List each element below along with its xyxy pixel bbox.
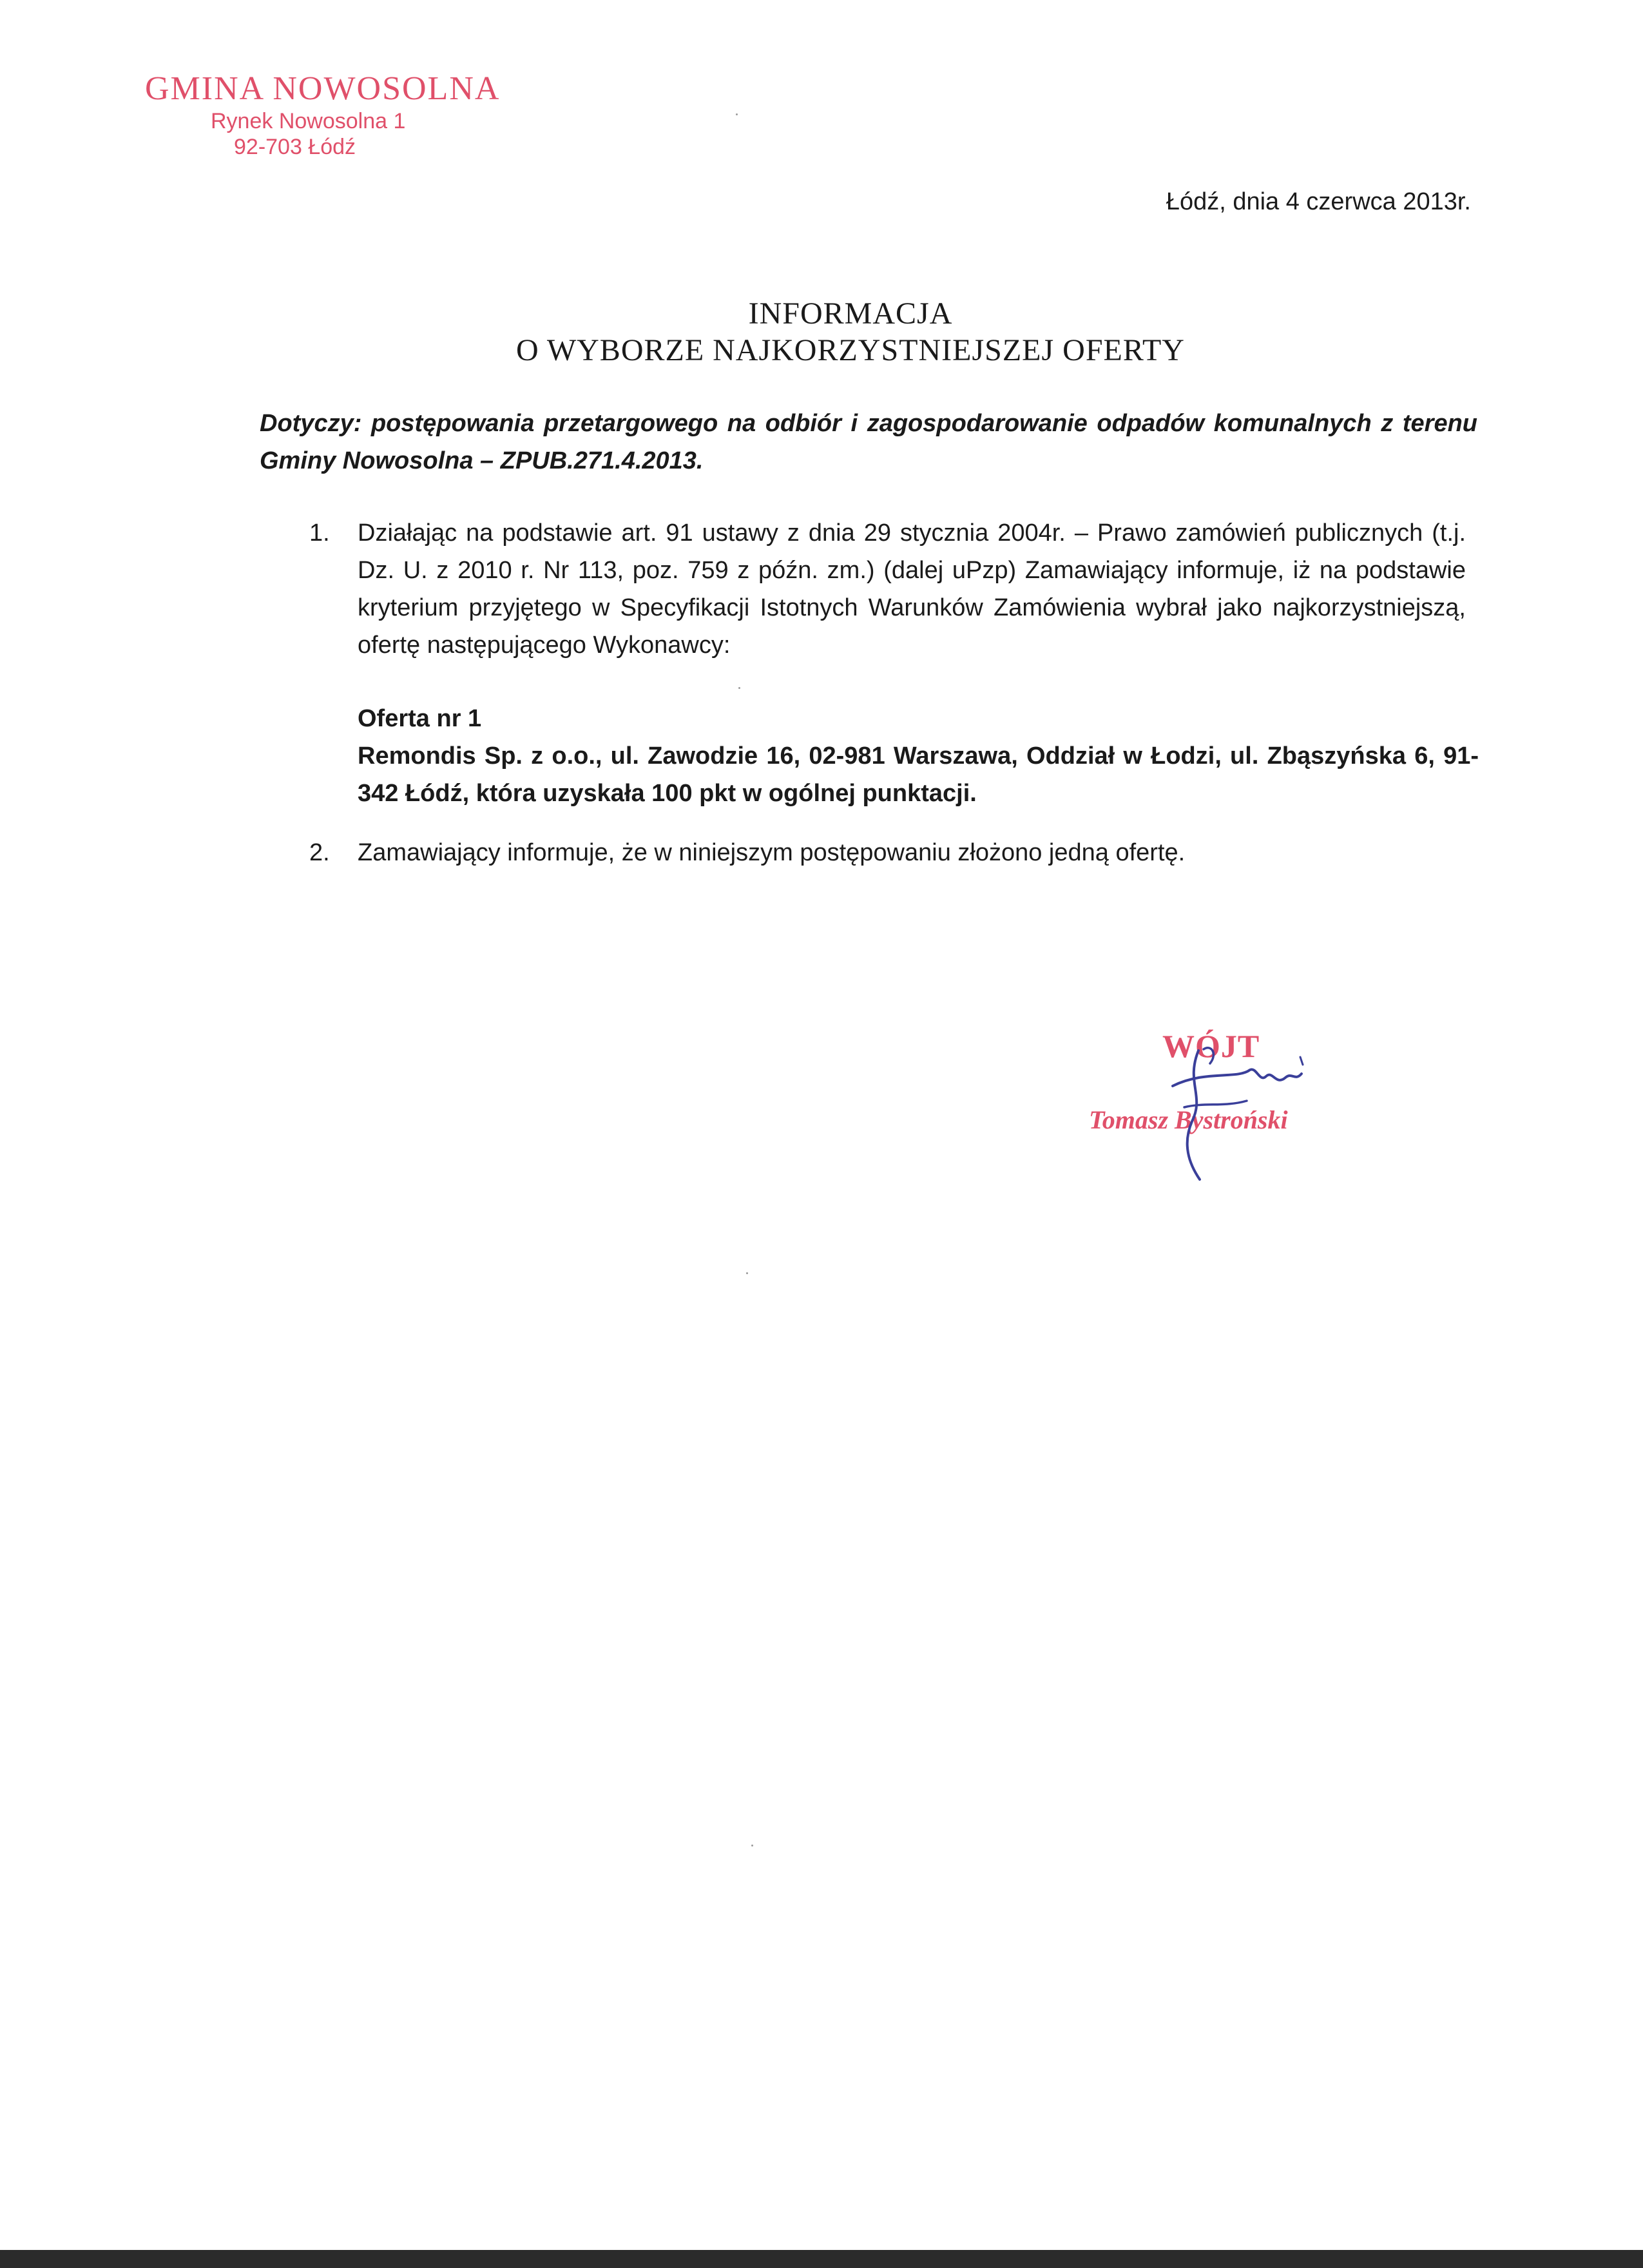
list-item-text: Działając na podstawie art. 91 ustawy z dnia 29 stycznia 2004r. – Prawo zamówień publicznych (t.j. Dz. U. z 2010 r. Nr 113, poz. 759 z późn. zm.) (dalej uPzp) Zamawiający informuje, iż na podstawie kryterium przyjętego w Specyfikacji Istotnych Warunków Zamówienia wybrał jako najkorzystniejszą, ofertę następującego Wykonawcy: [358, 519, 1466, 659]
list-item-number: 1. [309, 519, 330, 547]
document-title-line2: O WYBORZE NAJKORZYSTNIEJSZEJ OFERTY [516, 333, 1185, 367]
stamp-name: GMINA NOWOSOLNA [145, 70, 501, 107]
stamp-address-line1: Rynek Nowosolna 1 [211, 109, 406, 133]
scan-speck [751, 1845, 753, 1846]
scan-speck [746, 1272, 748, 1274]
handwritten-signature-icon [1128, 1025, 1321, 1192]
signature-block [1089, 1025, 1360, 1192]
signature-role-stamp: WÓJT [1162, 1028, 1260, 1064]
list-item [309, 834, 1479, 873]
scan-speck [736, 113, 738, 115]
selected-offer [358, 700, 1479, 812]
signature-name-stamp: Tomasz Bystroński [1089, 1105, 1288, 1134]
municipality-stamp [145, 70, 506, 160]
regarding-paragraph: Dotyczy: postępowania przetargowego na odbiór i zagospodarowanie odpadów komunalnych z terenu Gminy Nowosolna – ZPUB.271.4.2013. [260, 410, 1477, 474]
list-item [309, 514, 1479, 669]
document-title-line1: INFORMACJA [748, 296, 953, 331]
list-item-text: Zamawiający informuje, że w niniejszym postępowaniu złożono jedną ofertę. [358, 839, 1186, 866]
scan-speck [738, 687, 740, 689]
list-item-number: 2. [309, 839, 330, 866]
place-date: Łódź, dnia 4 czerwca 2013r. [1166, 188, 1471, 215]
stamp-address-line2: 92-703 Łódź [234, 135, 356, 159]
scanner-edge [0, 2250, 1643, 2268]
offer-label: Oferta nr 1 [358, 705, 482, 732]
offer-description: Remondis Sp. z o.o., ul. Zawodzie 16, 02-981 Warszawa, Oddział w Łodzi, ul. Zbąszyńska 6, 91-342 Łódź, która uzyskała 100 pkt w ogólnej punktacji. [358, 742, 1479, 807]
